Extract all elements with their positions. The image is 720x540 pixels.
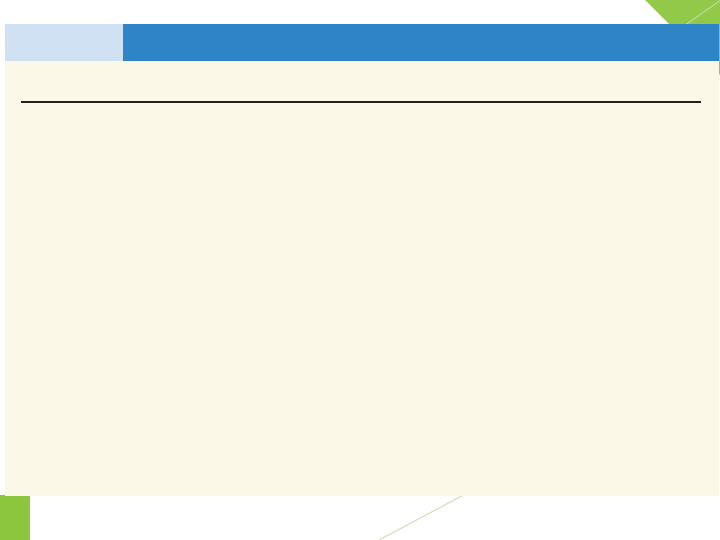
- table-header-bar: [5, 24, 719, 61]
- table-number-label: [5, 24, 123, 61]
- bottom-left-accent-bar: [0, 495, 30, 540]
- minerals-table: [5, 24, 719, 496]
- header-divider: [21, 101, 701, 103]
